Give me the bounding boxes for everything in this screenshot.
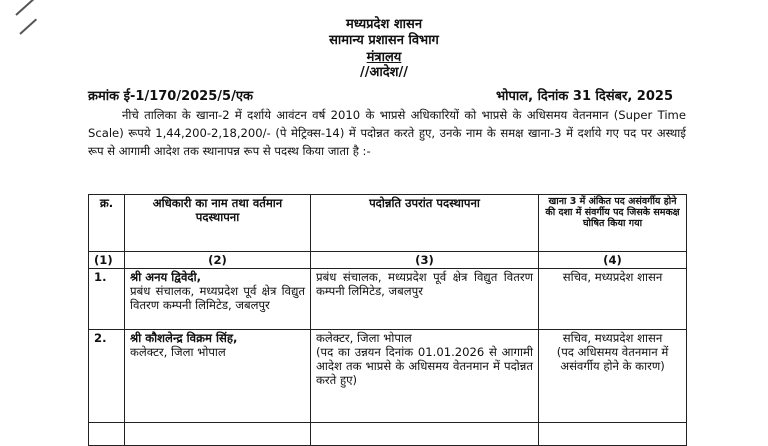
current-posting: कलेक्टर, जिला भोपाल — [130, 345, 226, 359]
order-heading: //आदेश// — [359, 65, 409, 80]
column-number: (4) — [539, 252, 687, 269]
order-date: भोपाल, दिनांक 31 दिसंबर, 2025 — [496, 89, 673, 104]
equivalent-cell — [539, 330, 687, 423]
table-cell — [539, 423, 687, 446]
column-number: (2) — [125, 252, 311, 269]
table-row — [89, 269, 687, 330]
serial-number: 1. — [89, 269, 125, 330]
new-posting: प्रबंध संचालक, मध्यप्रदेश पूर्व क्षेत्र विद्युत वितरण कम्पनी लिमिटेड, जबलपुर — [311, 269, 539, 330]
new-posting-cell — [311, 330, 539, 423]
table-header-row — [89, 195, 687, 252]
table-cell — [125, 423, 311, 446]
department-title: सामान्य प्रशासन विभाग — [329, 33, 439, 48]
order-reference: क्रमांक ई-1/170/2025/5/एक — [88, 89, 253, 104]
equivalent-post: सचिव, मध्यप्रदेश शासन — [562, 331, 663, 345]
equivalent-post: सचिव, मध्यप्रदेश शासन — [539, 269, 687, 330]
header-officer: अधिकारी का नाम तथा वर्तमान पदस्थापना — [125, 195, 311, 252]
posting-table — [88, 194, 687, 446]
table-cell — [311, 423, 539, 446]
officer-name: श्री कौशलेन्द्र विक्रम सिंह, — [130, 331, 238, 345]
column-number-row — [89, 252, 687, 269]
officer-name: श्री अनय द्विवेदी, — [130, 270, 201, 284]
table-row — [89, 330, 687, 423]
table-cell — [89, 423, 125, 446]
column-number: (3) — [311, 252, 539, 269]
ministry-title: मंत्रालय — [366, 50, 402, 65]
header-serial: क्र. — [89, 195, 125, 252]
order-body-paragraph: नीचे तालिका के खाना-2 में दर्शाये आवंटन वर्ष 2010 के भाप्रसे अधिकारियों को भाप्रसे के अधिसमय वेतनमान (Super Time Scale) रूपये 1,44,200-2,18,200/- (पे मेट्रिक्स-14) में पदोन्नत करते हुए, उनके नाम के समक्ष खाना-3 में दर्शाये गए पद पर अस्थाई रूप से आगामी आदेश तक स्थानापन्न रूप से पदस्थ किया जाता है :- — [88, 108, 686, 158]
officer-cell — [125, 330, 311, 423]
new-posting-note: (पद का उन्नयन दिनांक 01.01.2026 से आगामी आदेश तक भाप्रसे के अधिसमय वेतनमान में पदोन्नत करते हुए) — [316, 345, 533, 387]
equivalent-note: (पद अधिसमय वेतनमान में असंवर्गीय होने के कारण) — [556, 345, 669, 373]
table-row-partial — [89, 423, 687, 446]
column-number: (1) — [89, 252, 125, 269]
government-title: मध्यप्रदेश शासन — [345, 17, 423, 32]
officer-cell — [125, 269, 311, 330]
current-posting: प्रबंध संचालक, मध्यप्रदेश पूर्व क्षेत्र विद्युत वितरण कम्पनी लिमिटेड, जबलपुर — [130, 284, 305, 312]
serial-number: 2. — [89, 330, 125, 423]
header-equivalent: खाना 3 में अंकित पद असंवर्गीय होने की दशा में संवर्गीय पद जिसके समकक्ष घोषित किया गया — [539, 195, 687, 252]
new-posting: कलेक्टर, जिला भोपाल — [316, 331, 412, 345]
header-new-posting: पदोन्नति उपरांत पदस्थापना — [311, 195, 539, 252]
